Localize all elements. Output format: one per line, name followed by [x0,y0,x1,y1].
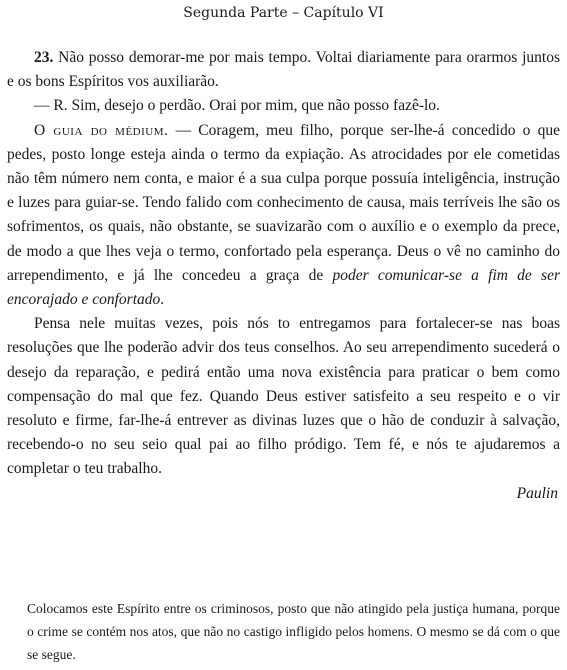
question-text: Não posso demorar-me por mais tempo. Voltai diariamente para orarmos juntos e os bons Espíritos vos auxiliarão. [7,49,560,91]
main-text [7,46,560,506]
signature: Paulin [516,484,558,502]
second-paragraph: Pensa nele muitas vezes, pois nós to entregamos para fortalecer-se nas boas resoluções que lhe poderão advir dos teus conselhos. Ao seu arrependimento sucederá o desejo da reparação, e pedirá então uma nova existência para praticar o bem como compensação do mal que fez. Quando Deus estiver satisfeito a seu respeito e o vir resoluto e firme, far-lhe-á entrever as divinas luzes que o hão de conduzir à salvação, recebendo-o no seu seio qual pai ao filho pródigo. Tem fé, e nós te ajudaremos a completar o teu trabalho. [7,315,560,478]
question-number: 23. [34,49,54,66]
answer-paragraph: — R. Sim, desejo o perdão. Orai por mim, que não posso fazê-lo. [34,97,440,115]
running-header: Segunda Parte – Capítulo VI [183,5,384,21]
footnote [27,597,560,666]
footnote-text: Colocamos este Espírito entre os criminosos, posto que não atingido pela justiça humana, porque o crime se contém nos atos, que não no castigo infligido pelos homens. O mesmo se dá com o que se segue. [27,601,560,662]
guide-label: O guia do médium. [34,121,169,139]
guide-text-2: . [160,291,165,309]
question-paragraph [7,46,560,94]
guide-text-1: — Coragem, meu filho, porque ser-lhe-á concedido o que pedes, posto longe esteja ainda o termo da expiação. As atrocidades por ele cometidas não têm número nem conta, e maior é a sua culpa porque possuía inteligência, instrução e luzes para guiar-se. Tendo falido com conhecimento de causa, mais terríveis lhe são os sofrimentos, os quais, não obstante, se suavizarão com o auxílio e o exemplo da prece, de modo a que lhes veja o termo, confortado pela esperança. Deus o vê no caminho do arrependimento, e já lhe concedeu a graça de [7,121,560,284]
guide-paragraph [7,119,560,313]
guide-text-italic: poder comunicar-se a fim de ser encorajado e confortado [7,266,560,309]
